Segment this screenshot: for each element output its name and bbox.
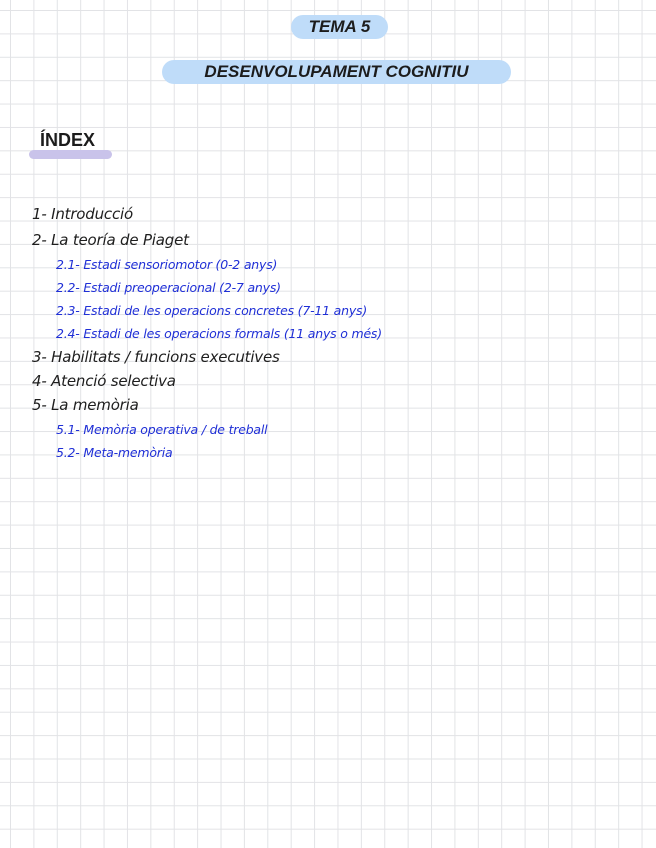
index-heading: ÍNDEX <box>40 130 96 150</box>
tema-title: TEMA 5 <box>291 15 388 39</box>
index-entry-introduccio: 1- Introducció <box>32 205 133 223</box>
subject-title: DESENVOLUPAMENT COGNITIU <box>162 60 511 84</box>
index-subentry-memoria-operativa: 5.1- Memòria operativa / de treball <box>56 422 268 437</box>
index-entry-teoria-piaget: 2- La teoría de Piaget <box>32 231 189 249</box>
index-subentry-operacions-concretes: 2.3- Estadi de les operacions concretes (7-11 anys) <box>56 303 368 318</box>
index-entry-atencio-selectiva: 4- Atenció selectiva <box>32 372 176 390</box>
index-subentry-meta-memoria: 5.2- Meta-memòria <box>56 445 173 460</box>
index-entry-funcions-executives: 3- Habilitats / funcions executives <box>32 348 280 366</box>
index-subentry-preoperacional: 2.2- Estadi preoperacional (2-7 anys) <box>56 280 281 295</box>
index-entry-memoria: 5- La memòria <box>32 396 139 414</box>
index-subentry-sensoriomotor: 2.1- Estadi sensoriomotor (0-2 anys) <box>56 257 278 272</box>
index-highlight <box>29 150 112 159</box>
index-subentry-operacions-formals: 2.4- Estadi de les operacions formals (11 anys o més) <box>56 326 382 341</box>
